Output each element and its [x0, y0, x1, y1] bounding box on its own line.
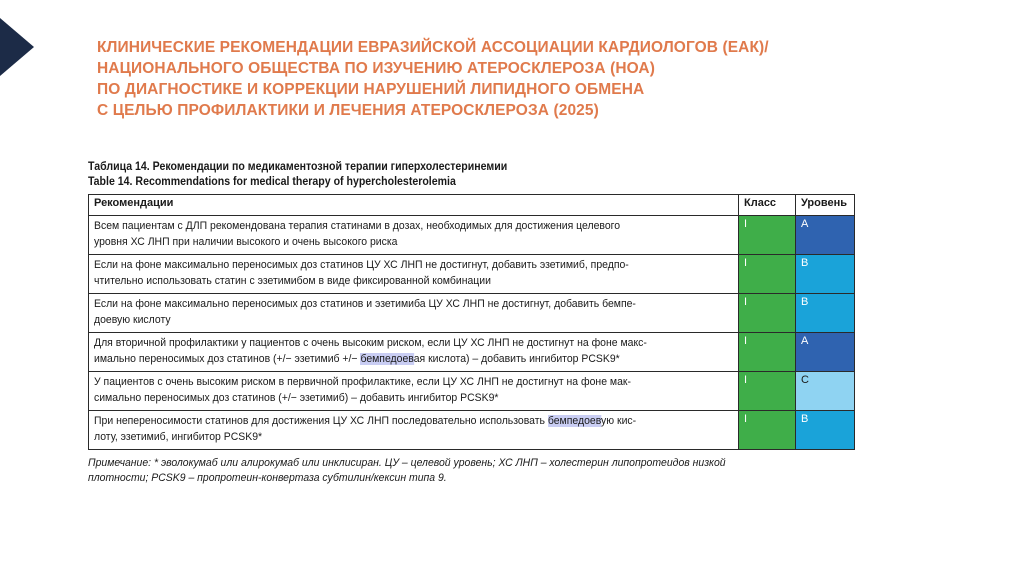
header-class: Класс	[739, 195, 796, 216]
class-cell: I	[739, 372, 796, 411]
recommendation-cell	[89, 411, 739, 450]
class-cell: I	[739, 333, 796, 372]
table-row	[89, 216, 855, 255]
table-row	[89, 333, 855, 372]
rec-line: лоту, эзетимиб, ингибитор PCSK9*	[94, 431, 263, 443]
header-level: Уровень	[796, 195, 855, 216]
slide-title	[97, 37, 857, 121]
table-row	[89, 255, 855, 294]
table-row	[89, 411, 855, 450]
level-cell: A	[796, 333, 855, 372]
rec-line: уровня ХС ЛНП при наличии высокого и очень высокого риска	[94, 236, 398, 248]
footnote-line: плотности; PCSK9 – пропротеин-конвертаза субтилин/кексин типа 9.	[88, 472, 447, 484]
table-caption-en: Table 14. Recommendations for medical therapy of hypercholesterolemia	[88, 176, 456, 188]
class-cell: I	[739, 294, 796, 333]
rec-line: симально переносимых доз статинов (+/− эзетимиб) – добавить ингибитор PCSK9*	[94, 392, 499, 404]
document-table-figure	[88, 160, 858, 486]
rec-line: Всем пациентам с ДЛП рекомендована терапия статинами в дозах, необходимых для достижения целевого	[94, 220, 621, 232]
highlighted-text: бемпедоев	[360, 353, 414, 365]
table-footnote	[88, 456, 858, 486]
title-line: НАЦИОНАЛЬНОГО ОБЩЕСТВА ПО ИЗУЧЕНИЮ АТЕРОСКЛЕРОЗА (НОА)	[97, 60, 655, 77]
recommendation-cell	[89, 255, 739, 294]
rec-line: доевую кислоту	[94, 314, 171, 326]
rec-line: ая кислота) – добавить ингибитор PCSK9*	[413, 353, 620, 365]
rec-line: Если на фоне максимально переносимых доз статинов ЦУ ХС ЛНП не достигнут, добавить эзетимиб, предпо-	[94, 259, 629, 271]
rec-line: При непереносимости статинов для достижения ЦУ ХС ЛНП последовательно использовать	[94, 415, 548, 427]
class-cell: I	[739, 255, 796, 294]
level-cell: B	[796, 255, 855, 294]
class-cell: I	[739, 411, 796, 450]
class-cell: I	[739, 216, 796, 255]
rec-line: чтительно использовать статин с эзетимибом в виде фиксированной комбинации	[94, 275, 491, 287]
highlighted-text: бемпедоев	[547, 415, 602, 427]
table-row	[89, 294, 855, 333]
rec-line: ую кис-	[601, 415, 637, 427]
level-cell: A	[796, 216, 855, 255]
table-header-row	[89, 195, 855, 216]
table-caption-ru: Таблица 14. Рекомендации по медикаментозной терапии гиперхолестеринемии	[88, 161, 508, 173]
table-row	[89, 372, 855, 411]
level-cell: C	[796, 372, 855, 411]
header-recommendations: Рекомендации	[89, 195, 739, 216]
title-line: КЛИНИЧЕСКИЕ РЕКОМЕНДАЦИИ ЕВРАЗИЙСКОЙ АССОЦИАЦИИ КАРДИОЛОГОВ (ЕАК)/	[97, 39, 769, 56]
title-line: С ЦЕЛЬЮ ПРОФИЛАКТИКИ И ЛЕЧЕНИЯ АТЕРОСКЛЕРОЗА (2025)	[97, 102, 599, 119]
recommendation-cell	[89, 372, 739, 411]
recommendation-cell	[89, 333, 739, 372]
recommendation-cell	[89, 216, 739, 255]
rec-line: У пациентов с очень высоким риском в первичной профилактике, если ЦУ ХС ЛНП не достигнут на фоне мак-	[94, 376, 631, 388]
level-cell: B	[796, 294, 855, 333]
footnote-line: Примечание: * эволокумаб или алирокумаб или инклисиран. ЦУ – целевой уровень; ХС ЛНП – холестерин липопротеидов низкой	[88, 457, 726, 469]
rec-line: имально переносимых доз статинов (+/− эзетимиб +/−	[94, 353, 361, 365]
recommendation-cell	[89, 294, 739, 333]
rec-line: Для вторичной профилактики у пациентов с очень высоким риском, если ЦУ ХС ЛНП не достигнут на фоне макс-	[94, 337, 647, 349]
level-cell: B	[796, 411, 855, 450]
title-line: ПО ДИАГНОСТИКЕ И КОРРЕКЦИИ НАРУШЕНИЙ ЛИПИДНОГО ОБМЕНА	[97, 81, 645, 98]
recommendations-table	[88, 194, 855, 450]
rec-line: Если на фоне максимально переносимых доз статинов и эзетимиба ЦУ ХС ЛНП не достигнут, добавить бемпе-	[94, 298, 636, 310]
triangle-arrow-icon	[0, 18, 34, 76]
